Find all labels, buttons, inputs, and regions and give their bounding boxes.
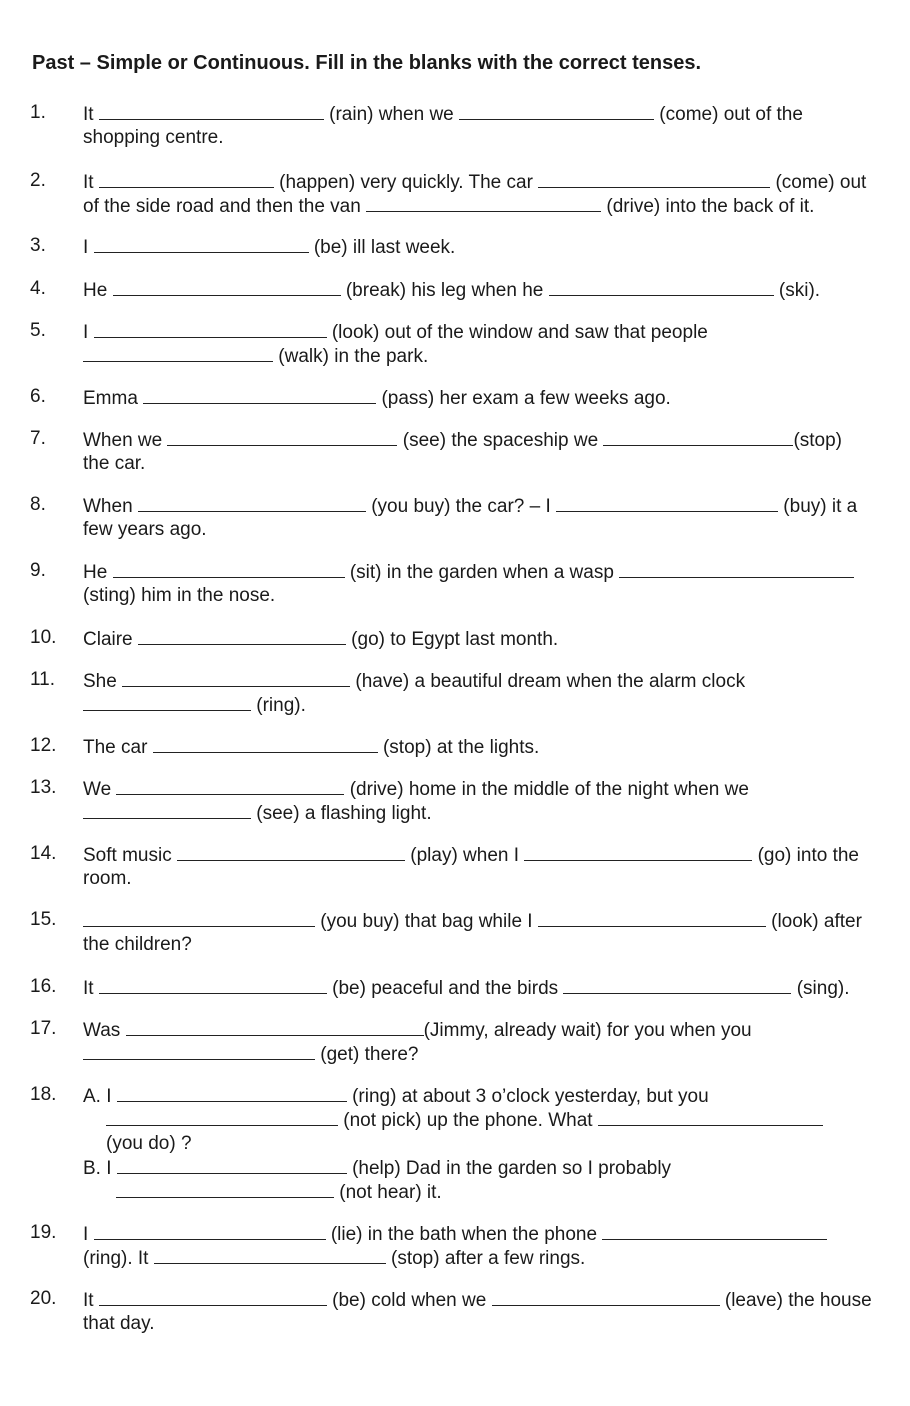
worksheet-title: Past – Simple or Continuous. Fill in the blanks with the correct tenses.: [32, 52, 702, 74]
item-text: Soft music: [83, 845, 177, 866]
answer-blank[interactable]: [99, 1288, 327, 1306]
item-number: 1.: [30, 102, 46, 123]
item-text: (stop) after a few rings.: [385, 1248, 586, 1269]
item-line: [83, 1156, 671, 1180]
item-number: 16.: [30, 976, 57, 997]
item-text: (walk) in the park.: [273, 346, 429, 367]
item-number: 2.: [30, 170, 46, 191]
answer-blank[interactable]: [167, 428, 397, 446]
answer-blank[interactable]: [117, 1156, 347, 1174]
item-text: room.: [83, 868, 132, 889]
answer-blank[interactable]: [94, 320, 327, 338]
item-text: When: [83, 496, 138, 517]
item-number: 19.: [30, 1222, 57, 1243]
item-line: [83, 627, 558, 651]
item-text: (you do) ?: [106, 1133, 192, 1154]
item-number: 5.: [30, 320, 46, 341]
item-text: (ski).: [773, 280, 821, 301]
answer-blank[interactable]: [83, 693, 251, 711]
answer-blank[interactable]: [619, 560, 854, 578]
answer-blank[interactable]: [113, 560, 345, 578]
answer-blank[interactable]: [459, 102, 654, 120]
item-text: (drive) into the back of it.: [601, 196, 815, 217]
item-text: (buy) it a: [778, 496, 858, 517]
item-text: (rain) when we: [323, 104, 460, 125]
item-line: [83, 452, 145, 476]
item-number: 18.: [30, 1084, 57, 1105]
item-number: 15.: [30, 909, 57, 930]
item-text: (ring). It: [83, 1248, 154, 1269]
answer-blank[interactable]: [177, 843, 405, 861]
answer-blank[interactable]: [366, 194, 601, 212]
item-line: [83, 1042, 419, 1066]
item-line: [83, 278, 820, 302]
answer-blank[interactable]: [94, 235, 309, 253]
item-text: (you buy) that bag while I: [315, 911, 538, 932]
item-text: (break) his leg when he: [340, 280, 549, 301]
item-text: I: [83, 322, 94, 343]
answer-blank[interactable]: [83, 1042, 315, 1060]
answer-blank[interactable]: [99, 102, 324, 120]
item-text: (leave) the house: [719, 1290, 872, 1311]
answer-blank[interactable]: [143, 386, 376, 404]
item-text: (ring) at about 3 o’clock yesterday, but you: [346, 1086, 709, 1107]
item-text: (you buy) the car? – I: [365, 496, 557, 517]
answer-blank[interactable]: [556, 494, 778, 512]
item-line: [83, 735, 539, 759]
item-text: I: [83, 1224, 94, 1245]
item-line: [83, 584, 275, 608]
answer-blank[interactable]: [492, 1288, 720, 1306]
item-text: (lie) in the bath when the phone: [325, 1224, 603, 1245]
item-text: (Jimmy, already wait) for you when you: [423, 1020, 752, 1041]
item-number: 9.: [30, 560, 46, 581]
item-text: It: [83, 1290, 99, 1311]
item-text: (see) the spaceship we: [397, 430, 604, 451]
item-text: (be) peaceful and the birds: [326, 978, 564, 999]
item-line: [83, 669, 745, 693]
item-text: (pass) her exam a few weeks ago.: [376, 388, 671, 409]
item-line: [83, 235, 455, 259]
item-text: When we: [83, 430, 168, 451]
item-text: Claire: [83, 629, 138, 650]
answer-blank[interactable]: [538, 170, 770, 188]
answer-blank[interactable]: [153, 735, 378, 753]
item-line: [83, 1084, 709, 1108]
item-text: (sing).: [791, 978, 850, 999]
item-text: (stop): [793, 430, 843, 451]
item-number: 3.: [30, 235, 46, 256]
item-text: It: [83, 172, 99, 193]
item-text: Emma: [83, 388, 144, 409]
item-text: shopping centre.: [83, 127, 224, 148]
answer-blank[interactable]: [117, 1084, 347, 1102]
answer-blank[interactable]: [83, 801, 251, 819]
item-text: (get) there?: [315, 1044, 419, 1065]
item-line: [116, 1180, 442, 1204]
item-text: (come) out: [770, 172, 867, 193]
item-text: that day.: [83, 1313, 155, 1334]
item-text: (come) out of the: [654, 104, 803, 125]
item-text: (sting) him in the nose.: [83, 585, 276, 606]
item-line: [83, 909, 862, 933]
answer-blank[interactable]: [563, 976, 791, 994]
answer-blank[interactable]: [598, 1108, 823, 1126]
answer-blank[interactable]: [602, 1222, 827, 1240]
item-text: He: [83, 562, 113, 583]
item-line: [83, 320, 708, 344]
answer-blank[interactable]: [94, 1222, 326, 1240]
item-line: [83, 1222, 827, 1246]
answer-blank[interactable]: [138, 494, 366, 512]
item-line: [83, 560, 854, 584]
answer-blank[interactable]: [83, 909, 315, 927]
answer-blank[interactable]: [116, 777, 344, 795]
item-text: (look) after: [765, 911, 862, 932]
item-line: [83, 976, 850, 1000]
answer-blank[interactable]: [122, 669, 350, 687]
item-text: the car.: [83, 453, 146, 474]
answer-blank[interactable]: [99, 976, 327, 994]
item-text: B. I: [83, 1158, 117, 1179]
answer-blank[interactable]: [154, 1246, 386, 1264]
item-number: 13.: [30, 777, 57, 798]
item-line: [83, 693, 306, 717]
item-line: [83, 867, 132, 891]
item-text: (go) into the: [752, 845, 859, 866]
item-text: of the side road and then the van: [83, 196, 367, 217]
item-text: (stop) at the lights.: [377, 737, 540, 758]
item-text: (not pick) up the phone. What: [338, 1110, 598, 1131]
item-text: (go) to Egypt last month.: [345, 629, 559, 650]
item-text: It: [83, 104, 99, 125]
item-line: [83, 1312, 154, 1336]
item-line: [83, 1018, 752, 1042]
item-text: (help) Dad in the garden so I probably: [346, 1158, 672, 1179]
item-line: [83, 1288, 872, 1312]
item-number: 4.: [30, 278, 46, 299]
answer-blank[interactable]: [106, 1108, 338, 1126]
item-number: 6.: [30, 386, 46, 407]
answer-blank[interactable]: [126, 1018, 424, 1036]
item-line: [83, 170, 866, 194]
item-text: (drive) home in the middle of the night when we: [344, 779, 749, 800]
item-text: A. I: [83, 1086, 117, 1107]
item-text: I: [83, 237, 94, 258]
item-text: She: [83, 671, 123, 692]
item-number: 20.: [30, 1288, 57, 1309]
item-text: few years ago.: [83, 519, 207, 540]
item-text: (happen) very quickly. The car: [273, 172, 539, 193]
item-line: [83, 777, 749, 801]
item-text: Was: [83, 1020, 126, 1041]
answer-blank[interactable]: [116, 1180, 334, 1198]
item-text: (not hear) it.: [334, 1182, 442, 1203]
item-text: It: [83, 978, 99, 999]
item-line: [83, 386, 671, 410]
item-number: 11.: [30, 669, 56, 690]
answer-blank[interactable]: [113, 278, 341, 296]
item-text: The car: [83, 737, 153, 758]
item-line: [83, 1246, 585, 1270]
item-line: [83, 494, 857, 518]
item-line: [83, 428, 842, 452]
item-line: [106, 1132, 192, 1156]
item-line: [106, 1108, 823, 1132]
item-line: [83, 933, 192, 957]
item-text: the children?: [83, 934, 192, 955]
item-text: (have) a beautiful dream when the alarm clock: [350, 671, 746, 692]
item-line: [83, 518, 207, 542]
item-number: 14.: [30, 843, 57, 864]
item-text: (sit) in the garden when a wasp: [344, 562, 620, 583]
answer-blank[interactable]: [138, 627, 346, 645]
answer-blank[interactable]: [549, 278, 774, 296]
item-text: (play) when I: [404, 845, 525, 866]
item-line: [83, 843, 859, 867]
answer-blank[interactable]: [99, 170, 274, 188]
item-text: (ring).: [251, 695, 306, 716]
answer-blank[interactable]: [524, 843, 752, 861]
item-text: (be) cold when we: [326, 1290, 492, 1311]
item-line: [83, 801, 432, 825]
answer-blank[interactable]: [83, 344, 273, 362]
item-number: 7.: [30, 428, 46, 449]
item-line: [83, 344, 428, 368]
item-number: 8.: [30, 494, 46, 515]
item-line: [83, 102, 803, 126]
item-number: 10.: [30, 627, 57, 648]
item-line: [83, 194, 814, 218]
answer-blank[interactable]: [603, 428, 793, 446]
answer-blank[interactable]: [538, 909, 766, 927]
item-number: 12.: [30, 735, 57, 756]
item-number: 17.: [30, 1018, 57, 1039]
item-text: He: [83, 280, 113, 301]
item-text: (look) out of the window and saw that people: [326, 322, 708, 343]
item-text: (see) a flashing light.: [251, 803, 432, 824]
item-text: We: [83, 779, 117, 800]
item-line: [83, 126, 224, 150]
item-text: (be) ill last week.: [308, 237, 456, 258]
